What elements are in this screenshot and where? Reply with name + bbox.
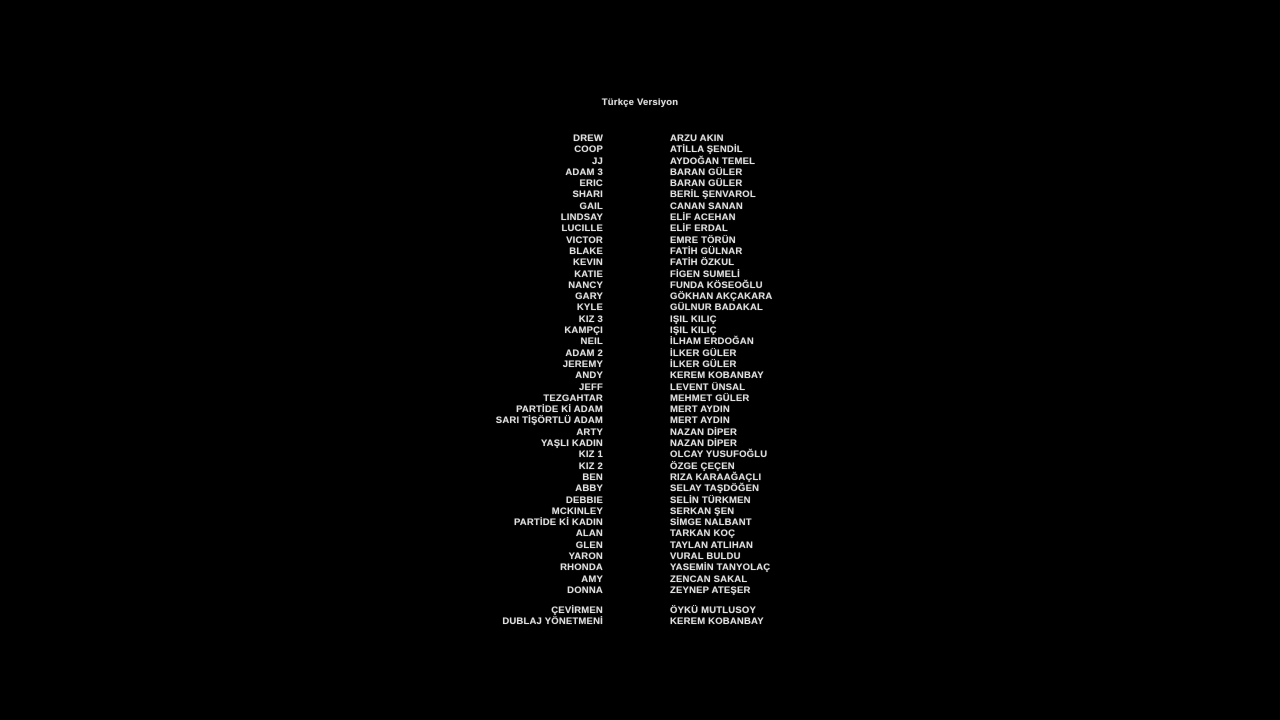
- role-name: BLAKE: [569, 245, 603, 257]
- credit-row: [203, 325, 1083, 336]
- role-name: BEN: [582, 471, 603, 483]
- actor-name: ELİF ERDAL: [670, 223, 728, 235]
- credit-row: [203, 144, 1083, 155]
- actor-name: BARAN GÜLER: [670, 178, 743, 190]
- credit-row: [203, 461, 1083, 472]
- actor-name: FATİH ÖZKUL: [670, 257, 735, 269]
- role-name: DEBBIE: [565, 494, 603, 506]
- role-name: COOP: [574, 144, 603, 156]
- credit-row: [203, 291, 1083, 302]
- role-name: SARI TİŞÖRTLÜ ADAM: [495, 415, 603, 427]
- actor-name: IŞIL KILIÇ: [670, 325, 717, 337]
- credits-title: Türkçe Versiyon: [601, 97, 679, 108]
- role-name: YAŞLI KADIN: [540, 438, 603, 450]
- credit-row: [203, 605, 1083, 616]
- role-name: ERIC: [579, 178, 603, 190]
- actor-name: BARAN GÜLER: [670, 166, 743, 178]
- credit-row: [203, 427, 1083, 438]
- credit-row: [203, 167, 1083, 178]
- actor-name: ÖZGE ÇEÇEN: [670, 460, 735, 472]
- role-name: ARTY: [576, 426, 603, 438]
- actor-name: KEREM KOBANBAY: [670, 370, 764, 382]
- credit-row: [203, 235, 1083, 246]
- crew-list: [203, 605, 1083, 628]
- role-name: SHARI: [572, 189, 603, 201]
- credit-row: [203, 348, 1083, 359]
- role-name: GAIL: [579, 200, 603, 212]
- credit-row: [203, 393, 1083, 404]
- actor-name: MEHMET GÜLER: [670, 392, 750, 404]
- actor-name: GÜLNUR BADAKAL: [670, 302, 764, 314]
- actor-name: ÖYKÜ MUTLUSOY: [670, 605, 756, 616]
- role-name: DONNA: [567, 584, 603, 596]
- role-name: ABBY: [575, 483, 603, 495]
- actor-name: TAYLAN ATLIHAN: [670, 539, 754, 551]
- actor-name: İLKER GÜLER: [670, 347, 737, 359]
- role-name: GLEN: [575, 539, 603, 551]
- actor-name: VURAL BULDU: [670, 550, 741, 562]
- actor-name: ZEYNEP ATEŞER: [670, 584, 751, 596]
- credit-row: [203, 616, 1083, 627]
- credit-row: [203, 528, 1083, 539]
- actor-name: SİMGE NALBANT: [670, 517, 752, 529]
- role-name: NEIL: [580, 336, 603, 348]
- role-name: KEVIN: [572, 257, 603, 269]
- credit-row: [203, 551, 1083, 562]
- role-name: ALAN: [575, 528, 603, 540]
- actor-name: İLHAM ERDOĞAN: [670, 336, 754, 348]
- role-name: LUCILLE: [561, 223, 603, 235]
- role-name: MCKINLEY: [551, 505, 603, 517]
- role-name: JEREMY: [562, 358, 603, 370]
- credit-row: [203, 506, 1083, 517]
- role-name: KATIE: [574, 268, 603, 280]
- actor-name: IŞIL KILIÇ: [670, 313, 717, 325]
- actor-name: GÖKHAN AKÇAKARA: [670, 291, 773, 303]
- credit-row: [203, 415, 1083, 426]
- credit-row: [203, 302, 1083, 313]
- credit-row: [203, 223, 1083, 234]
- credit-row: [203, 280, 1083, 291]
- role-name: YARON: [568, 550, 603, 562]
- actor-name: FATİH GÜLNAR: [670, 245, 743, 257]
- actor-name: OLCAY YUSUFOĞLU: [670, 449, 768, 461]
- actor-name: ZENCAN SAKAL: [670, 573, 748, 585]
- credit-row: [203, 189, 1083, 200]
- actor-name: EMRE TÖRÜN: [670, 234, 736, 246]
- role-name: AMY: [581, 573, 603, 585]
- actor-name: FİGEN SUMELİ: [670, 268, 740, 280]
- actor-name: SERKAN ŞEN: [670, 505, 735, 517]
- role-name: ADAM 3: [565, 166, 603, 178]
- credit-row: [203, 585, 1083, 596]
- credit-row: [203, 449, 1083, 460]
- actor-name: MERT AYDIN: [670, 415, 730, 427]
- role-name: RHONDA: [560, 562, 603, 574]
- role-name: GARY: [575, 291, 603, 303]
- actor-name: ELİF ACEHAN: [670, 212, 736, 224]
- credit-row: [203, 257, 1083, 268]
- role-name: VICTOR: [566, 234, 603, 246]
- credit-row: [203, 269, 1083, 280]
- role-name: LINDSAY: [560, 212, 603, 224]
- credit-row: [203, 359, 1083, 370]
- actor-name: NAZAN DİPER: [670, 426, 738, 438]
- role-name: JEFF: [578, 381, 603, 393]
- credit-row: [203, 156, 1083, 167]
- credit-row: [203, 472, 1083, 483]
- actor-name: SELİN TÜRKMEN: [670, 494, 751, 506]
- actor-name: BERİL ŞENVAROL: [670, 189, 756, 201]
- credit-row: [203, 336, 1083, 347]
- role-name: DREW: [573, 133, 603, 144]
- role-name: KIZ 1: [578, 449, 603, 461]
- actor-name: ARZU AKIN: [670, 133, 724, 144]
- role-name: NANCY: [568, 279, 603, 291]
- actor-name: İLKER GÜLER: [670, 358, 737, 370]
- credit-row: [203, 246, 1083, 257]
- role-name: TEZGAHTAR: [543, 392, 603, 404]
- role-name: KIZ 3: [578, 313, 603, 325]
- credit-row: [203, 438, 1083, 449]
- role-name: KAMPÇI: [564, 325, 603, 337]
- role-name: PARTİDE Kİ ADAM: [516, 404, 603, 416]
- credit-row: [203, 314, 1083, 325]
- credit-row: [203, 495, 1083, 506]
- actor-name: KEREM KOBANBAY: [670, 616, 764, 628]
- actor-name: CANAN SANAN: [670, 200, 743, 212]
- role-name: ANDY: [575, 370, 603, 382]
- credit-row: [203, 483, 1083, 494]
- actor-name: ATİLLA ŞENDİL: [670, 144, 743, 156]
- role-name: DUBLAJ YÖNETMENİ: [502, 616, 603, 628]
- actor-name: RIZA KARAAĞAÇLI: [670, 471, 762, 483]
- cast-list: [203, 133, 1083, 596]
- credit-row: [203, 133, 1083, 144]
- credit-row: [203, 574, 1083, 585]
- actor-name: TARKAN KOÇ: [670, 528, 736, 540]
- actor-name: YASEMİN TANYOLAÇ: [670, 562, 771, 574]
- credit-row: [203, 178, 1083, 189]
- credit-row: [203, 382, 1083, 393]
- credit-row: [203, 201, 1083, 212]
- credit-row: [203, 540, 1083, 551]
- actor-name: SELAY TAŞDÖĞEN: [670, 483, 760, 495]
- role-name: KIZ 2: [578, 460, 603, 472]
- actor-name: NAZAN DİPER: [670, 438, 738, 450]
- role-name: ÇEVİRMEN: [551, 605, 603, 616]
- credit-row: [203, 404, 1083, 415]
- credit-row: [203, 212, 1083, 223]
- actor-name: MERT AYDIN: [670, 404, 730, 416]
- role-name: KYLE: [576, 302, 603, 314]
- actor-name: LEVENT ÜNSAL: [670, 381, 746, 393]
- role-name: PARTİDE Kİ KADIN: [513, 517, 603, 529]
- role-name: ADAM 2: [565, 347, 603, 359]
- credit-row: [203, 517, 1083, 528]
- actor-name: FUNDA KÖSEOĞLU: [670, 279, 763, 291]
- credit-row: [203, 562, 1083, 573]
- credit-row: [203, 370, 1083, 381]
- actor-name: AYDOĞAN TEMEL: [670, 155, 756, 167]
- role-name: JJ: [592, 155, 603, 167]
